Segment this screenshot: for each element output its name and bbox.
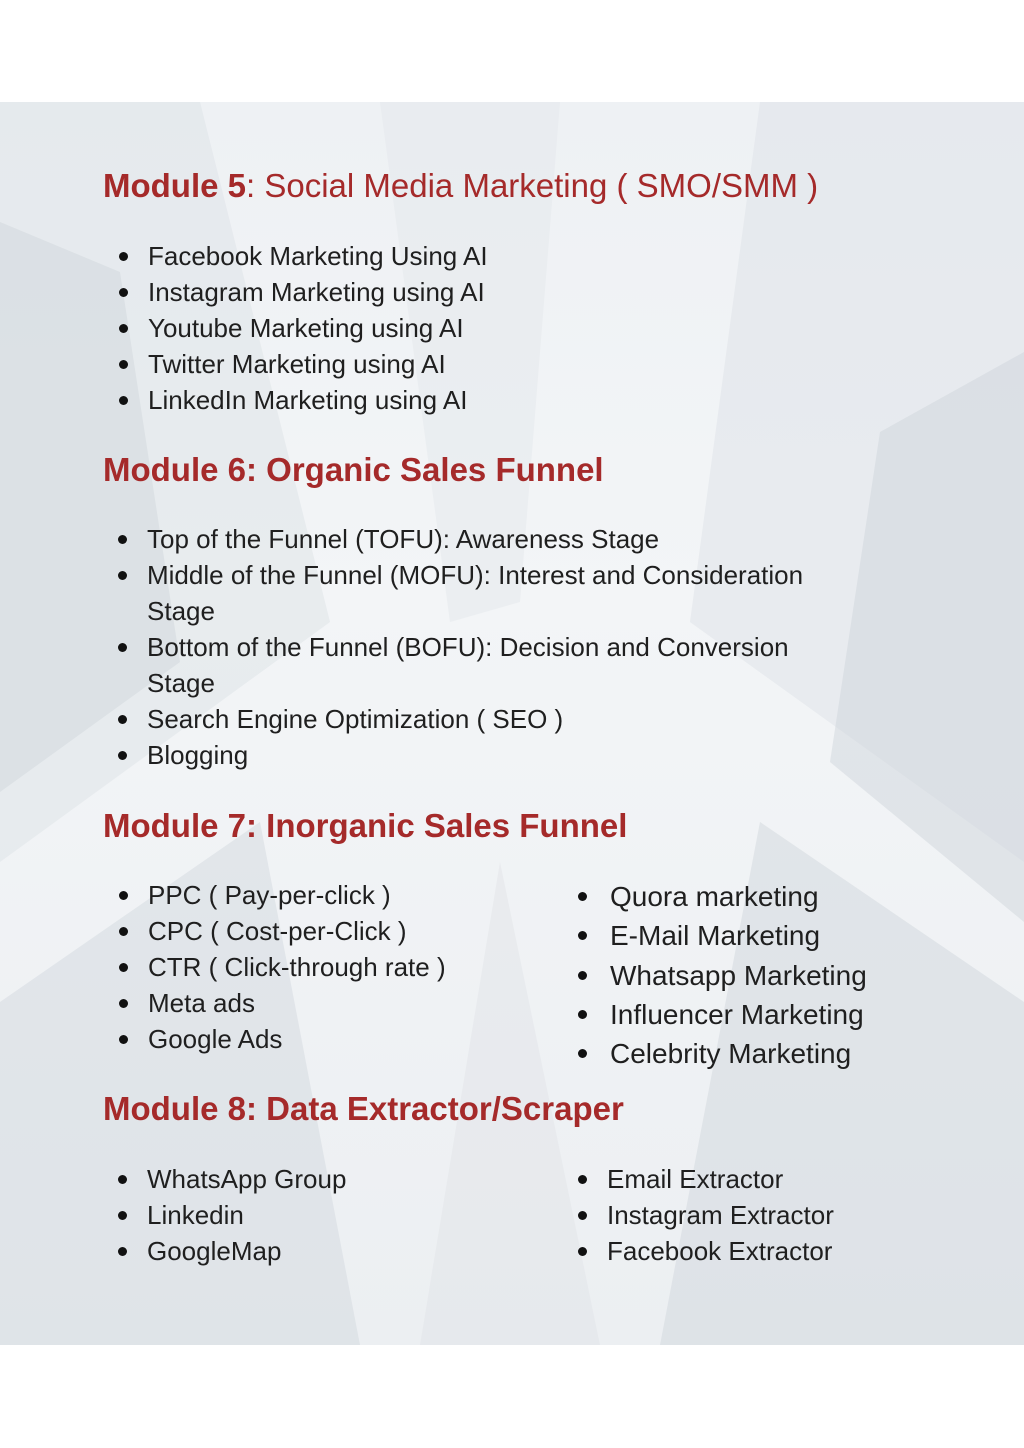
module-5-heading xyxy=(103,167,818,205)
module-7-heading: Module 7: Inorganic Sales Funnel xyxy=(103,807,628,844)
list-item: Whatsapp Marketing xyxy=(578,956,867,995)
list-item: GoogleMap xyxy=(118,1233,346,1269)
module-8-heading: Module 8: Data Extractor/Scraper xyxy=(103,1090,624,1127)
list-item: Instagram Extractor xyxy=(578,1197,834,1233)
list-item: Bottom of the Funnel (BOFU): Decision and Conversion Stage xyxy=(118,629,858,701)
list-item: Top of the Funnel (TOFU): Awareness Stage xyxy=(118,521,858,557)
list-item: Email Extractor xyxy=(578,1161,834,1197)
module-8-right-list xyxy=(578,1161,834,1269)
list-item: Meta ads xyxy=(119,985,446,1021)
list-item: Search Engine Optimization ( SEO ) xyxy=(118,701,858,737)
list-item: Middle of the Funnel (MOFU): Interest and Consideration Stage xyxy=(118,557,858,629)
list-item: Facebook Marketing Using AI xyxy=(119,238,488,274)
list-item: Quora marketing xyxy=(578,877,867,916)
list-item: PPC ( Pay-per-click ) xyxy=(119,877,446,913)
list-item: Celebrity Marketing xyxy=(578,1034,867,1073)
module-5-title: : Social Media Marketing ( SMO/SMM ) xyxy=(246,167,819,204)
module-6-heading: Module 6: Organic Sales Funnel xyxy=(103,451,604,488)
module-6-list xyxy=(118,521,858,773)
module-7-left-list xyxy=(119,877,446,1057)
module-5-label: Module 5 xyxy=(103,167,247,204)
list-item: WhatsApp Group xyxy=(118,1161,346,1197)
module-7-right-list xyxy=(578,877,867,1073)
list-item: Blogging xyxy=(118,737,858,773)
list-item: Influencer Marketing xyxy=(578,995,867,1034)
list-item: LinkedIn Marketing using AI xyxy=(119,382,488,418)
list-item: E-Mail Marketing xyxy=(578,916,867,955)
list-item: Google Ads xyxy=(119,1021,446,1057)
module-5-list xyxy=(119,238,488,418)
list-item: CPC ( Cost-per-Click ) xyxy=(119,913,446,949)
list-item: Instagram Marketing using AI xyxy=(119,274,488,310)
list-item: CTR ( Click-through rate ) xyxy=(119,949,446,985)
list-item: Linkedin xyxy=(118,1197,346,1233)
list-item: Twitter Marketing using AI xyxy=(119,346,488,382)
list-item: Youtube Marketing using AI xyxy=(119,310,488,346)
module-8-left-list xyxy=(118,1161,346,1269)
list-item: Facebook Extractor xyxy=(578,1233,834,1269)
